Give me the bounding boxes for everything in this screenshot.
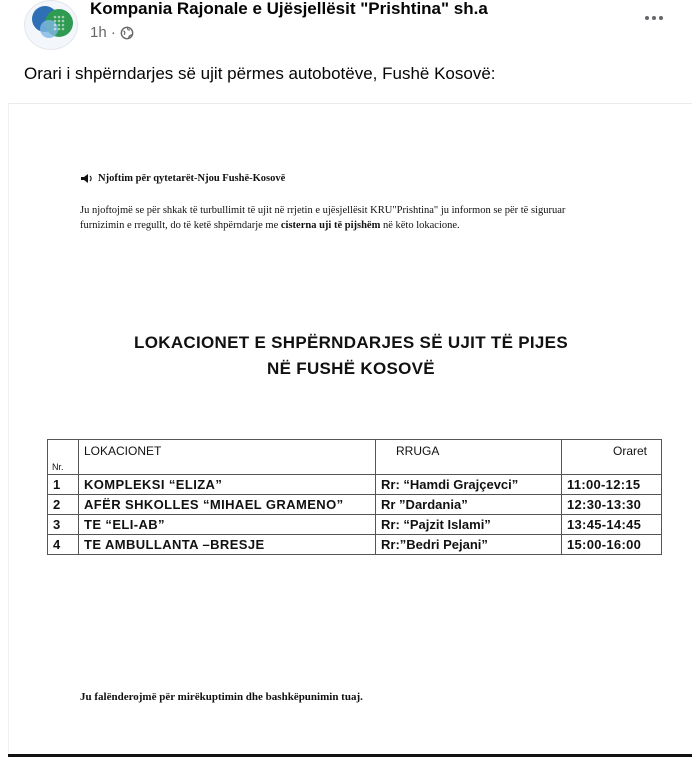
row-number: 4	[48, 535, 79, 555]
notice-bold-text: cisterna uji të pijshëm	[280, 220, 381, 231]
header-times: Oraret	[562, 440, 662, 475]
row-times: 13:45-14:45	[562, 515, 662, 535]
row-times: 12:30-13:30	[562, 495, 662, 515]
globe-icon[interactable]	[120, 26, 134, 40]
row-street: Rr: “Pajzit Islami”	[376, 515, 562, 535]
notice-text: Ju njoftojmë se për shkak të turbullimit të ujit në rrjetin e ujësjellësit KRU"Prishtina" ju informon se për të siguruar furnizimin e rregullt, do të ketë shpërndarje me	[80, 205, 566, 231]
speaker-icon	[80, 173, 94, 184]
row-number: 2	[48, 495, 79, 515]
table-row	[48, 515, 662, 535]
table-row	[48, 475, 662, 495]
footer-note: Ju falënderojmë për mirëkuptimin dhe bashkëpunimin tuaj.	[80, 691, 363, 703]
attached-document-image[interactable]	[8, 103, 692, 757]
post-meta	[90, 24, 134, 41]
post-caption: Orari i shpërndarjes së ujit përmes autobotëve, Fushë Kosovë:	[24, 64, 496, 83]
header-street: RRUGA	[376, 440, 562, 475]
post-time[interactable]: 1h ·	[90, 24, 116, 41]
post-header	[0, 0, 692, 56]
row-times: 11:00-12:15	[562, 475, 662, 495]
row-location: KOMPLEKSI “ELIZA”	[79, 475, 376, 495]
row-street: Rr: “Hamdi Grajçevci”	[376, 475, 562, 495]
heading-line-1: LOKACIONET E SHPËRNDARJES SË UJIT TË PIJES	[134, 333, 568, 352]
heading-line-2: NË FUSHË KOSOVË	[267, 359, 435, 378]
notice-title-text: Njoftim për qytetarët-Njou Fushë-Kosovë	[98, 173, 286, 184]
header-locations: LOKACIONET	[79, 440, 376, 475]
row-location: TE “ELI-AB”	[79, 515, 376, 535]
page-avatar[interactable]	[24, 0, 78, 50]
table-row	[48, 495, 662, 515]
table-header-row	[48, 440, 662, 475]
author-name[interactable]: Kompania Rajonale e Ujësjellësit "Prishtina" sh.a	[90, 0, 488, 18]
header-nr: Nr.	[48, 440, 79, 475]
row-street: Rr:”Bedri Pejani”	[376, 535, 562, 555]
notice-body	[80, 203, 600, 233]
row-number: 1	[48, 475, 79, 495]
locations-table	[47, 439, 662, 555]
notice-title	[80, 173, 285, 184]
row-number: 3	[48, 515, 79, 535]
notice-text-end: në këto lokacione.	[380, 220, 460, 231]
more-options-icon[interactable]	[640, 8, 668, 28]
row-location: TE AMBULLANTA –BRESJE	[79, 535, 376, 555]
row-times: 15:00-16:00	[562, 535, 662, 555]
row-location: AFËR SHKOLLES “MIHAEL GRAMENO”	[79, 495, 376, 515]
row-street: Rr ”Dardania”	[376, 495, 562, 515]
table-row	[48, 535, 662, 555]
